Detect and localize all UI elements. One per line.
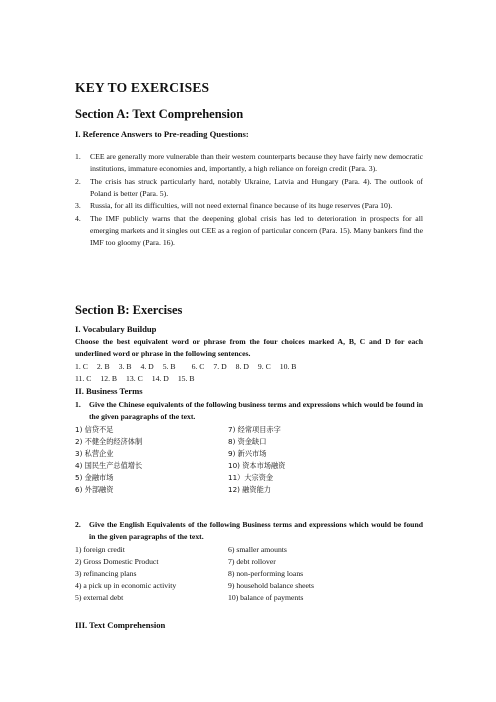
section-b-title: Section B: Exercises [75, 303, 183, 317]
term-item: 3) 私营企业 [75, 449, 114, 458]
term-item: 9) household balance sheets [228, 581, 315, 590]
term-item: 10) 资本市场融资 [228, 461, 286, 470]
term-item: 5) 金融市场 [75, 473, 114, 482]
vocabulary-instruction: Choose the best equivalent word or phrase from the four choices marked A, B, C and D for each underlined word or phrase in the following sentences. [75, 337, 423, 359]
term-item: 8) 资金缺口 [228, 437, 267, 446]
answer-item-3: 3. Russia, for all its difficulties, will not need external finance because of its huge reserves (Para 10). [75, 201, 393, 211]
page-title: KEY TO EXERCISES [75, 80, 210, 95]
text-comprehension-heading: III. Text Comprehension [75, 620, 166, 630]
term-item: 6) smaller amounts [228, 545, 287, 554]
term-item: 1) foreign credit [75, 545, 125, 554]
business-terms-heading: II. Business Terms [75, 386, 143, 396]
term-item: 10) balance of payments [228, 593, 304, 602]
section-a-title: Section A: Text Comprehension [75, 107, 244, 121]
answer-item-2: 2. The crisis has struck particularly hard, notably Ukraine, Latvia and Hungary (Para. 4). The outlook of Poland is better (Para. 5). [75, 176, 423, 198]
term-item: 1) 信贷不足 [75, 425, 114, 434]
business-question-1: 1. Give the Chinese equivalents of the following business terms and expressions which would be found in the given paragraphs of the text. [75, 400, 423, 421]
business-question-2: 2. Give the English Equivalents of the following Business terms and expressions which would be found in the given paragraphs of the text. [75, 520, 423, 541]
vocab-answers-row-1: 1. C 2. B 3. B 4. D 5. B 6. C 7. D 8. D 9. C 10. B [75, 362, 297, 371]
vocabulary-heading: I. Vocabulary Buildup [75, 324, 157, 334]
term-item: 8) non-performing loans [228, 569, 304, 578]
term-item: 7) debt rollover [228, 557, 276, 566]
answer-item-1: 1. CEE are generally more vulnerable than their western counterparts because they have fairly new democratic institutions, immature economies and, importantly, a high reliance on foreign credit (Para. 3). [75, 152, 423, 174]
vocab-answers-row-2: 11. C 12. B 13. C 14. D 15. B [75, 374, 195, 383]
term-item: 6) 外部融资 [75, 485, 114, 494]
term-item: 7) 经常项目赤字 [228, 425, 281, 434]
term-item: 12) 融资能力 [228, 485, 271, 494]
term-item: 4) 国民生产总值增长 [75, 461, 143, 470]
pre-reading-answers-list [75, 151, 423, 250]
pre-reading-heading: I. Reference Answers to Pre-reading Questions: [75, 129, 249, 139]
term-item: 2) 不健全的经济体制 [75, 437, 143, 446]
term-item: 4) a pick up in economic activity [75, 581, 177, 590]
term-item: 3) refinancing plans [75, 569, 137, 578]
term-item: 5) external debt [75, 593, 124, 602]
chinese-equivalents-list [75, 424, 423, 496]
term-item: 2) Gross Domestic Product [75, 557, 159, 566]
english-equivalents-list [75, 544, 423, 604]
term-item: 9) 新兴市场 [228, 449, 267, 458]
term-item: 11）大宗资金 [228, 473, 274, 482]
answer-item-4: 4. The IMF publicly warns that the deepening global crisis has led to deterioration in prospects for all emerging markets and it singles out CEE as a region of particular concern (Para. 15). Many bankers find the IMF too gloomy (Para. 16). [75, 213, 423, 248]
